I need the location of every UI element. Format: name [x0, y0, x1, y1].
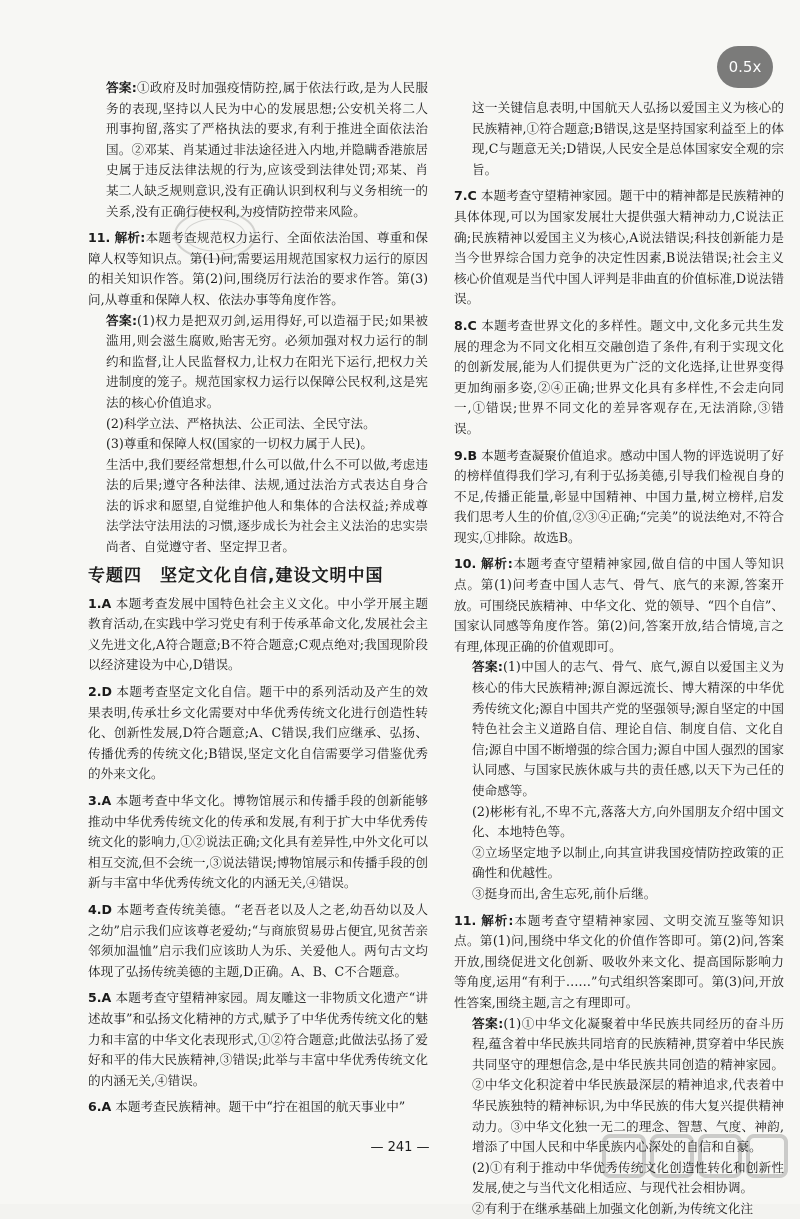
answer-text: 本题考查世界文化的多样性。题文中,文化多元共生发展的理念为不同文化相互交融创造了条件,有利于实现文化的创新发展,能为人们提供更为广泛的文化选择,让世界变得更加绚丽多姿,②④正确;世界文化具有多样性,不会走向同一,①错误;世界不同文化的差异客观存在,无法消除,③错误。	[454, 317, 784, 436]
page-number: — 241 —	[370, 1140, 430, 1155]
question-number: 10.	[454, 556, 477, 572]
analysis-text: 本题考查守望精神家园、文明交流互鉴等知识点。第(1)问,围绕中华文化的价值作答即可。第(2)问,答案开放,围绕促进文化创新、吸收外来文化、提高国际影响力等角度,运用“有利于……”句式组织答案即可。第(3)问,开放性答案,围绕主题,言之有理即可。	[454, 912, 784, 1010]
answer-text: ③挺身而出,舍生忘死,前仆后继。	[472, 885, 657, 901]
answer-text: 生活中,我们要经常想想,什么可以做,什么不可以做,考虑违法的后果;遵守各种法律、法规,通过法治方式表达自身合法的诉求和愿望,自觉维护他人和集体的合法权益;养成尊法学法守法用法的习惯,逐步成长为社会主义法治的忠实崇尚者、自觉遵守者、坚定捍卫者。	[106, 456, 428, 555]
answer-item	[88, 988, 428, 1091]
question-number: 1.A	[88, 595, 112, 611]
answer-text: 这一关键信息表明,中国航天人弘扬以爱国主义为核心的民族精神,①符合题意;B错误,这是坚持国家利益至上的体现,C与题意无关;D错误,人民安全是总体国家安全观的宗旨。	[472, 100, 784, 177]
q10-answer-block	[88, 78, 428, 222]
faint-stamp-mark	[170, 205, 260, 265]
answer-text: (1)中国人的志气、骨气、底气,源自以爱国主义为核心的伟大民族精神;源自源远流长、博大精深的中华优秀传统文化;源自中国共产党的坚强领导;源自坚定的中国特色社会主义道路自信、理论自信、制度自信、文化自信;源自中国不断增强的综合国力;源自中国人强烈的国家认同感、与国家民族休戚与共的责任感,以天下为己任的使命感等。	[472, 659, 785, 798]
answer-text: (1)权力是把双刃剑,运用得好,可以造福于民;如果被滥用,则会滋生腐败,贻害无穷。必须加强对权力运行的制约和监督,让人民监督权力,让权力在阳光下运行,把权力关进制度的笼子。规范国家权力运行以保障公民权利,这是宪法的核心价值追求。	[106, 312, 428, 410]
question-number: 7.C	[454, 188, 477, 204]
answer-continuation	[454, 98, 784, 180]
answer-item	[88, 594, 428, 676]
answer-text: 本题考查中华文化。博物馆展示和传播手段的创新能够推动中华优秀传统文化的传承和发展,有利于扩大中华优秀传统文化的影响力,①②说法正确;文化具有差异性,中外文化可以相互交流,但不会统一,③说法错误;博物馆展示和传播手段的创新与丰富中华优秀传统文化的内涵无关,④错误。	[88, 793, 428, 891]
question-number: 11.	[454, 912, 477, 928]
analysis-label: 解析:	[114, 230, 146, 246]
answer-text: (2)①有利于推动中华优秀传统文化创造性转化和创新性发展,使之与当代文化相适应、与现代社会相协调。	[472, 1159, 784, 1196]
answer-text: (2)彬彬有礼,不卑不亢,落落大方,向外国朋友介绍中国文化、本地特色等。	[472, 803, 784, 840]
answer-text: 本题考查民族精神。题干中“拧在祖国的航天事业中”	[115, 1099, 406, 1115]
answer-item	[88, 682, 428, 785]
answer-item	[88, 900, 428, 982]
answer-item	[454, 186, 784, 310]
right-column	[454, 98, 785, 1216]
question-number: 8.C	[454, 317, 477, 333]
analysis-label: 解析:	[480, 556, 513, 572]
answer-text: (3)尊重和保障人权(国家的一切权力属于人民)。	[106, 436, 373, 452]
answer-text: 本题考查凝聚价值追求。感动中国人物的评选说明了好的榜样值得我们学习,有利于弘扬美德,引导我们检视自身的不足,传播正能量,彰显中国精神、中国力量,树立榜样,启发我们思考人生的价值,②③④正确;“完美”的说法绝对,不符合现实,①排除。故选B。	[454, 447, 784, 545]
question-number: 9.B	[454, 447, 478, 463]
analysis-label: 解析:	[480, 912, 514, 928]
question-number: 3.A	[88, 793, 112, 808]
analysis-text: 本题考查守望精神家园,做自信的中国人等知识点。第(1)问考查中国人志气、骨气、底气的来源,答案开放。可围绕民族精神、中华文化、党的领导、“四个自信”、国家认同感等角度作答。第(2)问,答案开放,结合情境,言之有理,体现正确的价值观即可。	[454, 556, 784, 654]
answer-text: 本题考查传统美德。“老吾老以及人之老,幼吾幼以及人之幼”启示我们应该尊老爱幼;“与商旅贸易毋占便宜,见贫苦亲邻须加温恤”启示我们应该助人为乐、关爱他人。两句古文均体现了弘扬传统美德的主题,D正确。A、B、C不合题意。	[88, 901, 428, 979]
answer-item	[454, 446, 784, 549]
answer-label: 答案:	[106, 80, 137, 95]
question-number: 6.A	[88, 1099, 112, 1115]
answer-text: (1)①中华文化凝聚着中华民族共同经历的奋斗历程,蕴含着中华民族共同培育的民族精神,贯穿着中华民族共同坚守的理想信念,是中华民族共同创造的精神家园。②中华文化积淀着中华民族最深层的精神追求,代表着中华民族独特的精神标识,为中华民族的伟大复兴提供精神动力。③中华文化独一无二的理念、智慧、气度、神韵,增添了中国人民和中华民族内心深处的自信和自豪。	[472, 1015, 784, 1155]
answer-label: 答案:	[472, 659, 503, 675]
answer-text: ②有利于在继承基础上加强文化创新,为传统文化注	[472, 1200, 754, 1216]
answer-text: 本题考查守望精神家园。题干中的精神都是民族精神的具体体现,可以为国家发展壮大提供强大精神动力,C说法正确;民族精神以爱国主义为核心,A说法错误;科技创新能力是当今世界综合国力竞争的决定性因素,B说法错误;社会主义核心价值观是当代中国人评判是非曲直的价值标准,D说法错误。	[454, 188, 784, 307]
q10-block	[454, 554, 784, 904]
answer-text: ①政府及时加强疫情防控,属于依法行政,是为人民服务的表现,坚持以人民为中心的发展思想;公安机关将二人刑事拘留,落实了严格执法的要求,有利于推进全面依法治国。②邓某、肖某通过非法途径进入内地,并隐瞒香港旅居史属于违反法律法规的行为,应该受到法律处罚;邓某、肖某二人缺乏规则意识,没有正确认识到权利与义务相统一的关系,没有正确行使权利,为疫情防控带来风险。	[106, 80, 428, 219]
watermark-logo	[600, 1130, 790, 1196]
answer-item	[88, 791, 428, 894]
answer-label: 答案:	[472, 1015, 504, 1031]
zoom-level-badge[interactable]: 0.5x	[717, 46, 773, 88]
answer-text: 本题考查守望精神家园。周友雕这一非物质文化遗产“讲述故事”和弘扬文化精神的方式,赋予了中华优秀传统文化的魅力和丰富的中华文化表现形式,①②符合题意;此做法弘扬了爱好和平的伟大民族精神,③错误;此举与丰富中华优秀传统文化的内涵无关,④错误。	[88, 990, 428, 1088]
answer-text: (2)科学立法、严格执法、公正司法、全民守法。	[106, 415, 376, 431]
answer-item	[454, 316, 784, 440]
question-number: 5.A	[88, 990, 112, 1006]
question-number: 11.	[88, 230, 111, 246]
question-number: 4.D	[88, 901, 113, 917]
answer-text: ②立场坚定地予以制止,向其宣讲我国疫情防控政策的正确性和优越性。	[472, 844, 784, 881]
analysis-text: 本题考查规范权力运行、全面依法治国、尊重和保障人权等知识点。第(1)问,需要运用规范国家权力运行的原因的相关知识作答。第(2)问,围绕厉行法治的要求作答。第(3)问,从尊重和保障人权、依法办事等角度作答。	[88, 230, 428, 307]
answer-text: 本题考查发展中国特色社会主义文化。中小学开展主题教育活动,在实践中学习党史有利于传承革命文化,发展社会主义先进文化,A符合题意;B不符合题意;C观点绝对;我国现阶段以经济建设为中心,D错误。	[88, 595, 428, 673]
answer-label: 答案:	[106, 312, 138, 328]
section-title: 专题四 坚定文化自信,建设文明中国	[88, 565, 384, 586]
q11-block	[88, 228, 428, 558]
answer-item	[88, 1097, 428, 1118]
answer-text: 本题考查坚定文化自信。题干中的系列活动及产生的效果表明,传承壮乡文化需要对中华优秀传统文化进行创造性转化、创新性发展,D符合题意;A、C错误,我们应继承、弘扬、传播优秀的传统文化;B错误,坚定文化自信需要学习借鉴优秀的外来文化。	[88, 684, 428, 782]
question-number: 2.D	[88, 684, 113, 700]
